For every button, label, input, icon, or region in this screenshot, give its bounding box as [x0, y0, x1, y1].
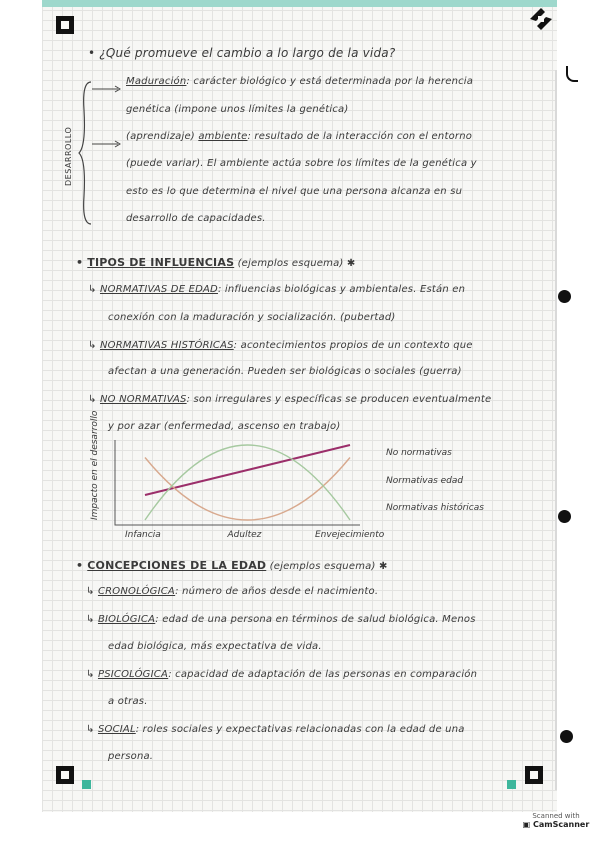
- concepcion-item-cont: a otras.: [108, 696, 148, 707]
- concepcion-item-cont: persona.: [108, 751, 154, 762]
- concepciones-heading: • CONCEPCIONES DE LA EDAD (ejemplos esquema) ✱: [76, 559, 388, 572]
- aprendizaje-line2: (puede variar). El ambiente actúa sobre los límites de la genética y: [126, 158, 477, 169]
- influencia-item: ↳ NO NORMATIVAS: son irregulares y específicas se producen eventualmente: [88, 394, 492, 405]
- maduracion-line2: genética (impone unos límites la genética): [126, 104, 349, 115]
- scanner-caption: Scanned with: [532, 812, 580, 820]
- side-label: DESARROLLO: [64, 126, 73, 186]
- concepcion-item-cont: edad biológica, más expectativa de vida.: [108, 641, 322, 652]
- series-line-1: [145, 445, 350, 495]
- x-tick-label: Infancia: [125, 530, 161, 540]
- camscanner-logo: ▣ CamScanner: [522, 820, 590, 829]
- aprendizaje-term: (aprendizaje): [126, 131, 195, 142]
- influencia-item-cont: afectan a una generación. Pueden ser biológicas o sociales (guerra): [108, 366, 462, 377]
- aprendizaje-line3: esto es lo que determina el nivel que una persona alcanza en su: [126, 186, 463, 197]
- concepciones-title: CONCEPCIONES DE LA EDAD: [87, 559, 267, 572]
- legend-item-1: No normativas: [386, 448, 452, 458]
- legend-item-2: Normativas edad: [386, 476, 464, 486]
- chart-ylabel: Impacto en el desarrollo: [90, 410, 100, 520]
- x-tick-label: Adultez: [227, 530, 262, 540]
- concepcion-item: ↳ BIOLÓGICA: edad de una persona en términos de salud biológica. Menos: [86, 614, 476, 625]
- maduracion-term: Maduración: [126, 76, 187, 87]
- influencia-item: ↳ NORMATIVAS HISTÓRICAS: acontecimientos propios de un contexto que: [88, 340, 473, 351]
- intro-question: • ¿Qué promueve el cambio a lo largo de la vida?: [88, 46, 396, 60]
- x-tick-label: Envejecimiento: [315, 530, 385, 540]
- scanner-watermark: [522, 812, 590, 829]
- aprendizaje-line4: desarrollo de capacidades.: [126, 213, 266, 224]
- concepcion-item: ↳ SOCIAL: roles sociales y expectativas relacionadas con la edad de una: [86, 724, 465, 735]
- series-line-2: [145, 458, 350, 521]
- influencia-item-cont: conexión con la maduración y socialización. (pubertad): [108, 312, 396, 323]
- series-line-3: [145, 445, 350, 520]
- aprendizaje-line1: (aprendizaje) ambiente: resultado de la interacción con el entorno: [126, 131, 473, 142]
- camscanner-icon: ▣: [522, 820, 531, 829]
- concepcion-item: ↳ PSICOLÓGICA: capacidad de adaptación de las personas en comparación: [86, 669, 478, 680]
- influencia-item: ↳ NORMATIVAS DE EDAD: influencias biológicas y ambientales. Están en: [88, 284, 466, 295]
- maduracion-line1: Maduración: carácter biológico y está determinada por la herencia: [126, 76, 474, 87]
- chart-axes: [115, 440, 360, 525]
- influencia-item-cont: y por azar (enfermedad, ascenso en trabajo): [108, 421, 341, 432]
- ambiente-term: ambiente: [198, 131, 248, 142]
- concepcion-item: ↳ CRONOLÓGICA: número de años desde el nacimiento.: [86, 586, 379, 597]
- legend-item-3: Normativas históricas: [386, 503, 484, 513]
- influencias-heading: • TIPOS DE INFLUENCIAS (ejemplos esquema) ✱: [76, 256, 356, 269]
- influencias-title: TIPOS DE INFLUENCIAS: [87, 256, 235, 269]
